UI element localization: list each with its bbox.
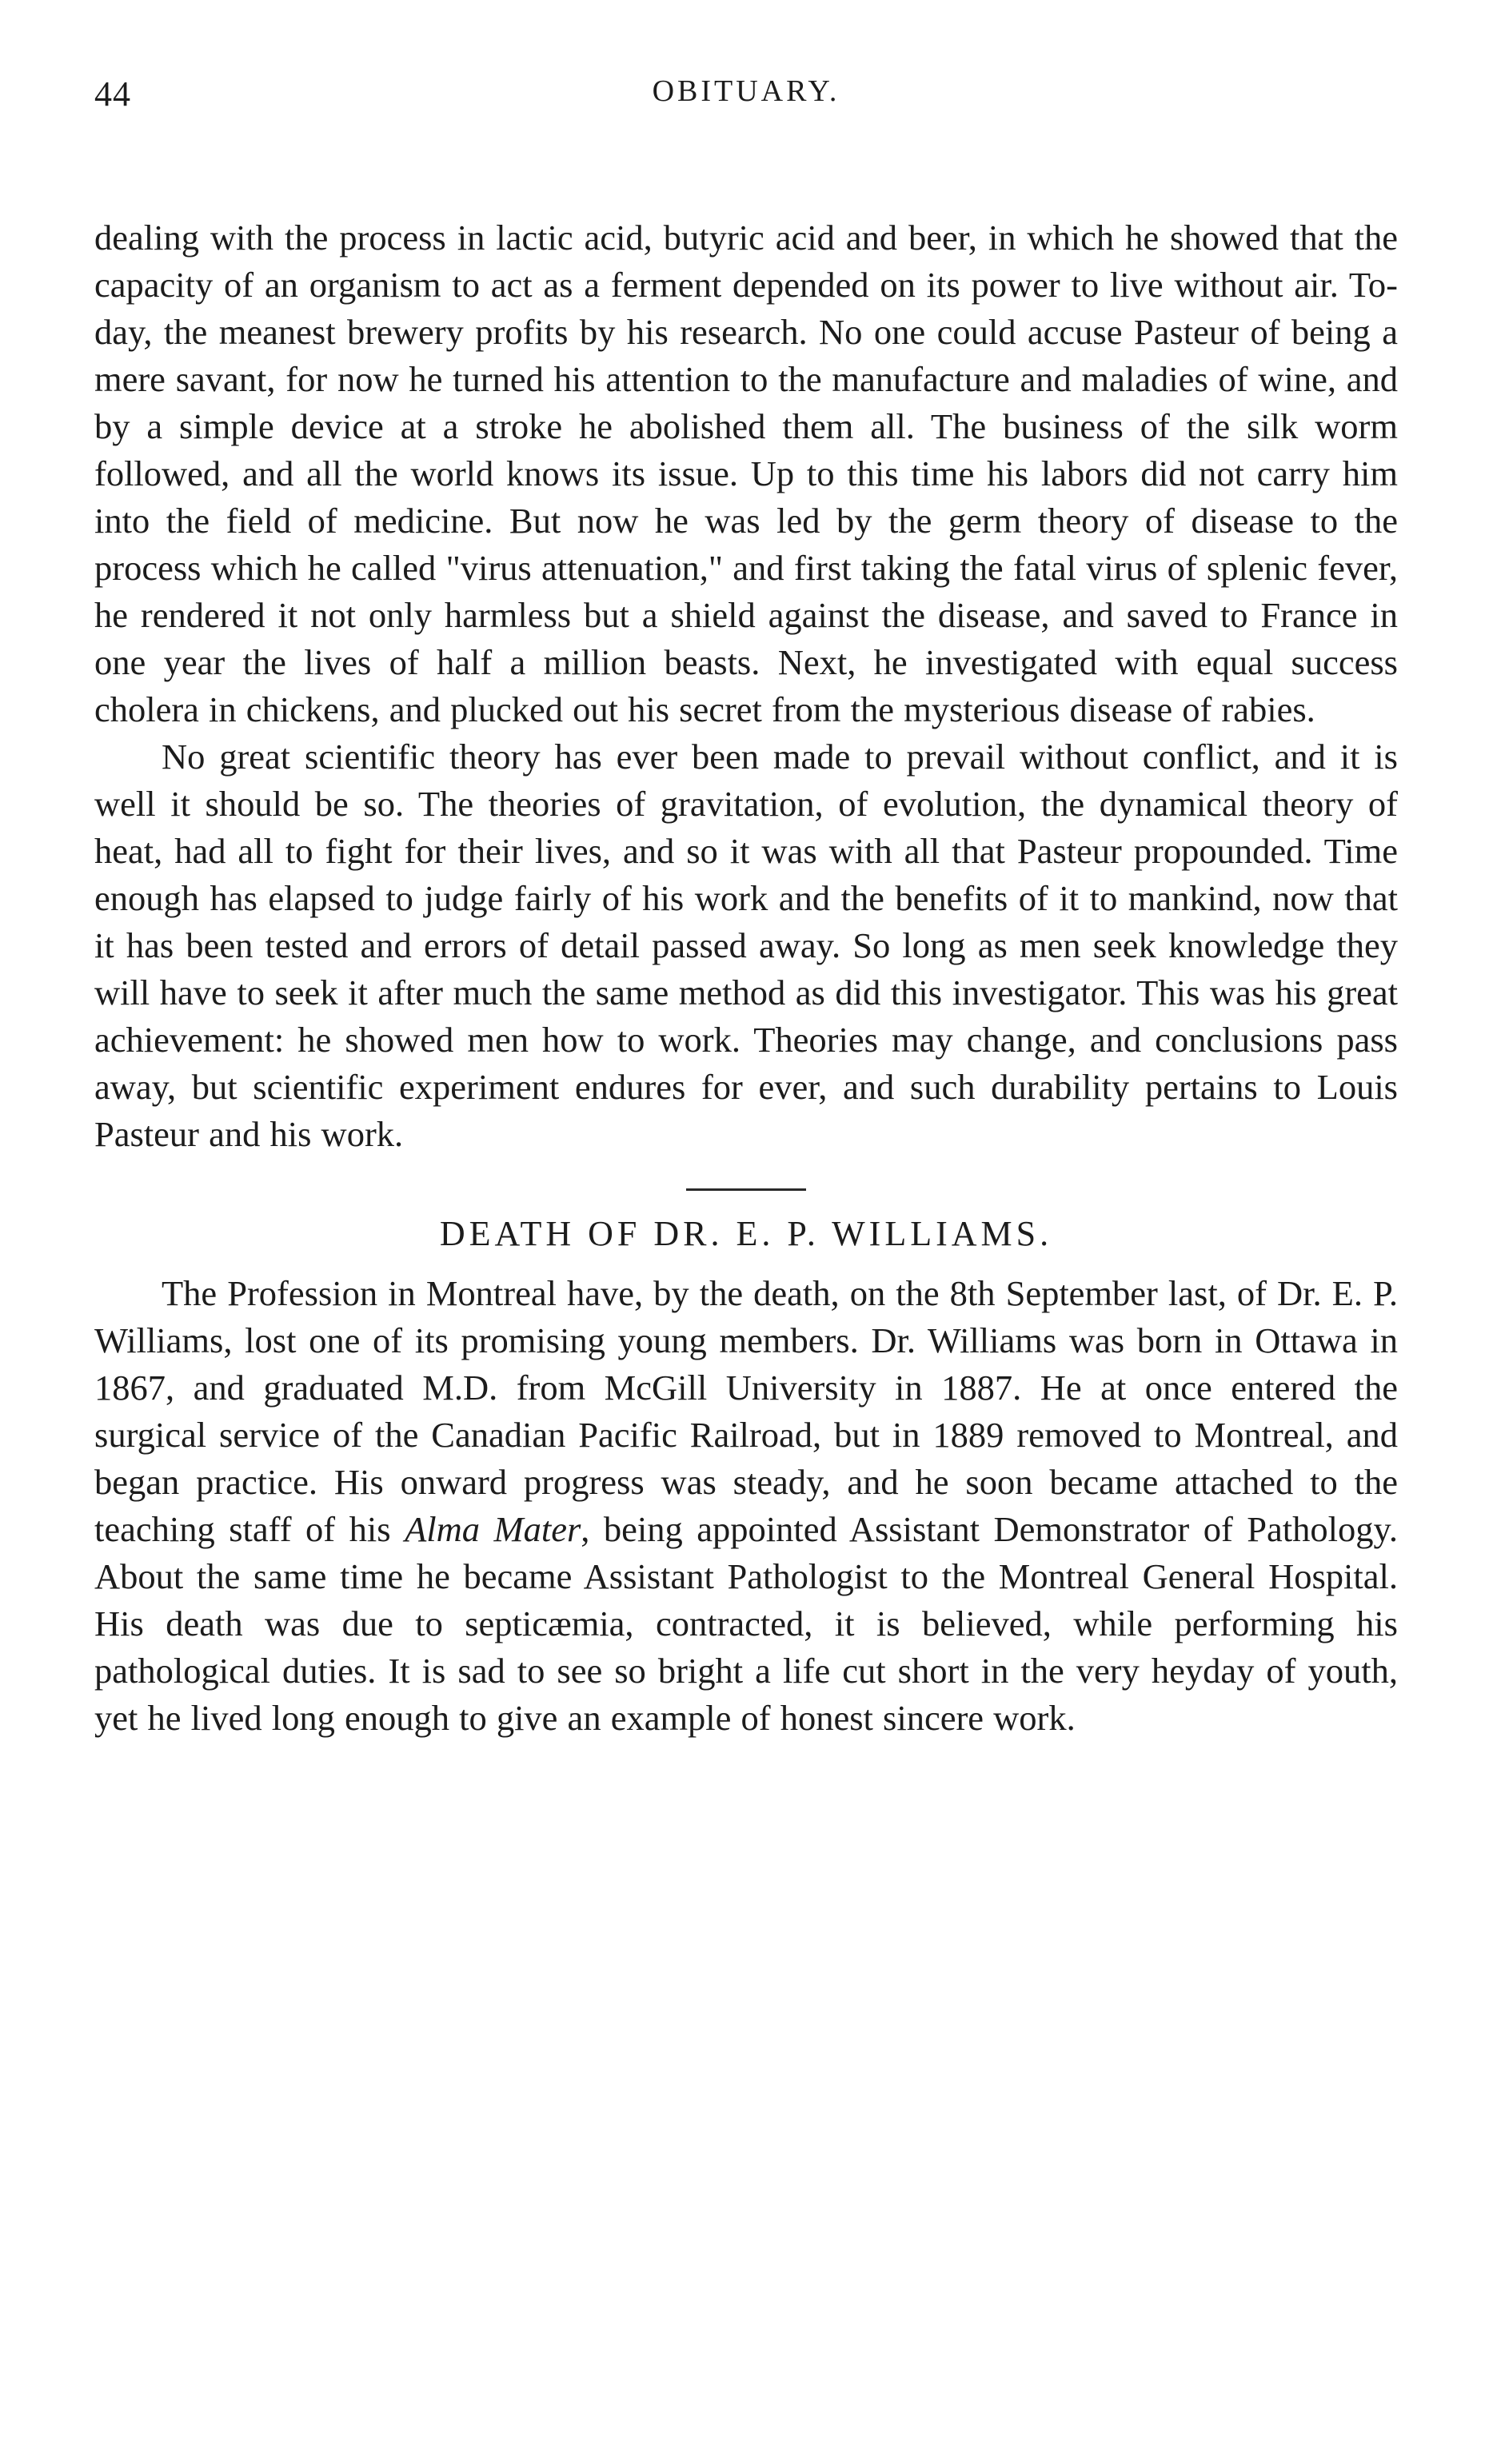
paragraph-text: The Profession in Montreal have, by the death, on the 8th September last, of Dr. E. P. Williams, lost one of its promising young members. Dr. Williams was born in Ottawa in 1867, and graduated M.D. from McGill University in 1887. He at once entered the surgical service of the Canadian Pacific Railroad, but in 1889 removed to Montreal, and began practice. His onward progress was steady, and he soon became attached to the teaching staff of his <box>94 1273 1398 1549</box>
article-pasteur-obituary <box>94 214 1398 1158</box>
running-head <box>94 56 1398 120</box>
page-number: 44 <box>94 74 131 114</box>
running-title: OBITUARY. <box>652 74 840 108</box>
body-paragraph: dealing with the process in lactic acid, butyric acid and beer, in which he showed that the capacity of an organism to act as a ferment depended on its power to live without air. To-day, the meanest brewery profits by his research. No one could accuse Pasteur of being a mere savant, for now he turned his attention to the manufacture and maladies of wine, and by a simple device at a stroke he abolished them all. The business of the silk worm followed, and all the world knows its issue. Up to this time his labors did not carry him into the field of medicine. But now he was led by the germ theory of disease to the process which he called "virus attenuation," and first taking the fatal virus of splenic fever, he rendered it not only harmless but a shield against the disease, and saved to France in one year the lives of half a million beasts. Next, he investigated with equal success cholera in chickens, and plucked out his secret from the mysterious disease of rabies. <box>94 218 1398 729</box>
section-heading: DEATH OF DR. E. P. WILLIAMS. <box>439 1214 1053 1253</box>
article-williams-obituary <box>94 1270 1398 1742</box>
body-paragraph: No great scientific theory has ever been made to prevail without conflict, and it is well it should be so. The theories of gravitation, of evolution, the dynamical theory of heat, had all to fight for their lives, and so it was with all that Pasteur propounded. Time enough has elapsed to judge fairly of his work and the benefits of it to mankind, now that it has been tested and errors of detail passed away. So long as men seek knowledge they will have to seek it after much the same method as did this investigator. This was his great achievement: he showed men how to work. Theories may change, and conclusions pass away, but scientific experiment endures for ever, and such durability pertains to Louis Pasteur and his work. <box>94 737 1398 1154</box>
paragraph-text: , being appointed Assistant Demonstrator of Pathology. About the same time he became Assistant Pathologist to the Montreal General Hospital. His death was due to septicæmia, contracted, it is believed, while performing his pathological duties. It is sad to see so bright a life cut short in the very heyday of youth, yet he lived long enough to give an example of honest sincere work. <box>94 1509 1399 1738</box>
italic-phrase: Alma Mater <box>405 1509 581 1549</box>
book-page <box>94 56 1398 1742</box>
body-paragraph <box>94 1270 1398 1742</box>
section-divider <box>686 1188 806 1191</box>
